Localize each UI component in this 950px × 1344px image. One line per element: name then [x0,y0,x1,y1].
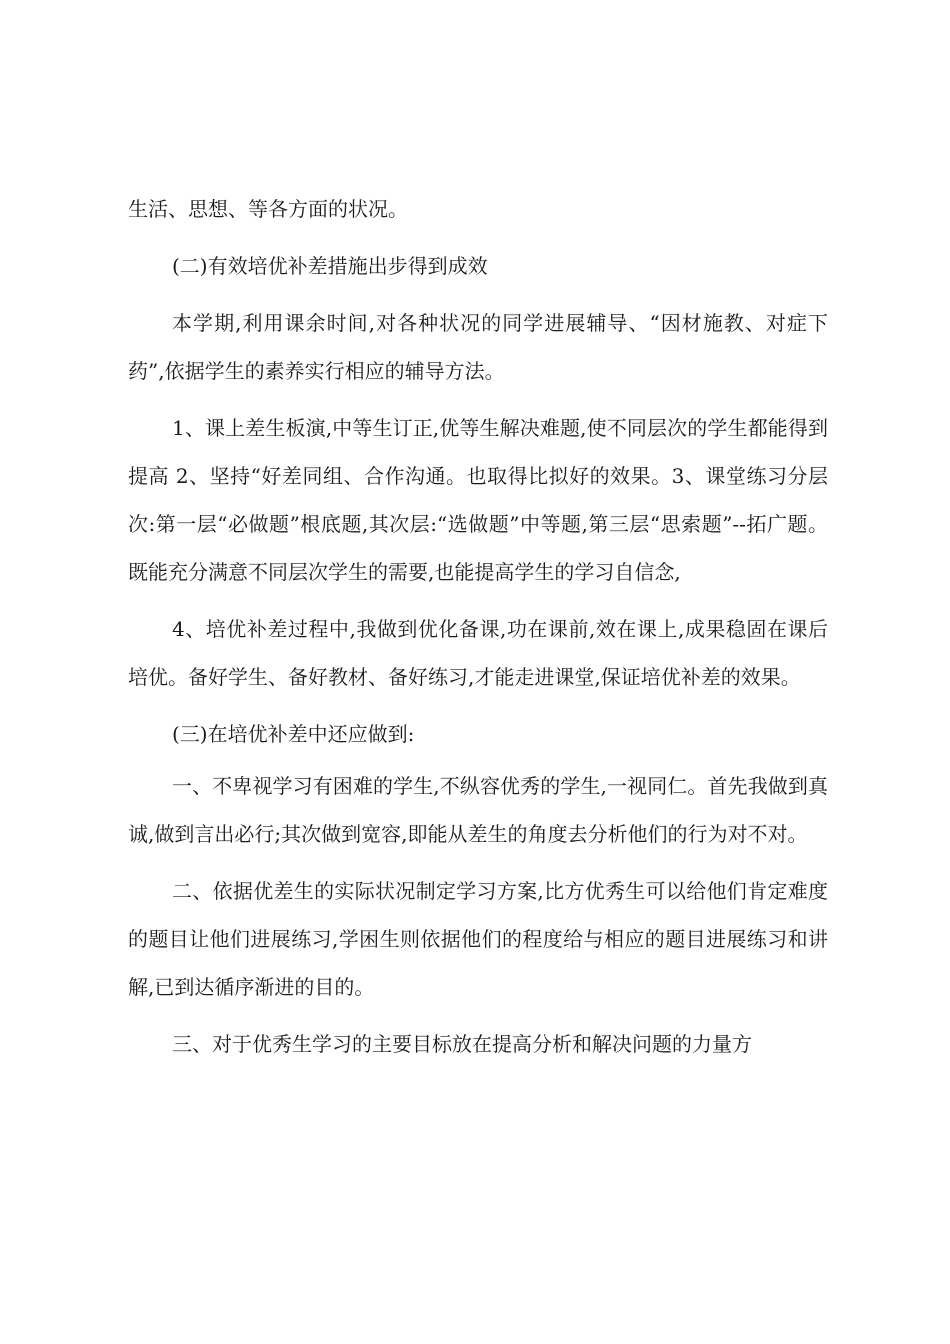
section-heading-two: (二)有效培优补差措施出步得到成效 [172,254,488,278]
document-body [128,185,828,1068]
paragraph-item-4: 4、培优补差过程中,我做到优化备课,功在课前,效在课上,成果稳固在课后培优。备好学生、备好教材、备好练习,才能走进课堂,保证培优补差的效果。 [128,617,828,689]
paragraph-continuation: 生活、思想、等各方面的状况。 [128,197,408,221]
paragraph-semester-tutoring: 本学期,利用课余时间,对各种状况的同学进展辅导、“因材施教、对症下药”,依据学生的素养实行相应的辅导方法。 [128,311,828,383]
paragraph-point-two: 二、依据优差生的实际状况制定学习方案,比方优秀生可以给他们肯定难度的题目让他们进展练习,学困生则依据他们的程度给与相应的题目进展练习和讲解,已到达循序渐进的目的。 [128,879,828,999]
paragraph-point-three: 三、对于优秀生学习的主要目标放在提高分析和解决问题的力量方 [172,1032,752,1056]
section-heading-three: (三)在培优补差中还应做到: [172,722,415,746]
paragraph-item-1: 1、课上差生板演,中等生订正,优等生解决难题,使不同层次的学生都能得到提高 2、坚持“好差同组、合作沟通。也取得比拟好的效果。3、课堂练习分层次:第一层“必做题”根底题,其次层:“选做题”中等题,第三层“思索题”--拓广题。既能充分满意不同层次学生的需要,也能提高学生的学习自信念, [128,416,828,584]
paragraph-point-one: 一、不卑视学习有困难的学生,不纵容优秀的学生,一视同仁。首先我做到真诚,做到言出必行;其次做到宽容,即能从差生的角度去分析他们的行为对不对。 [128,774,828,846]
